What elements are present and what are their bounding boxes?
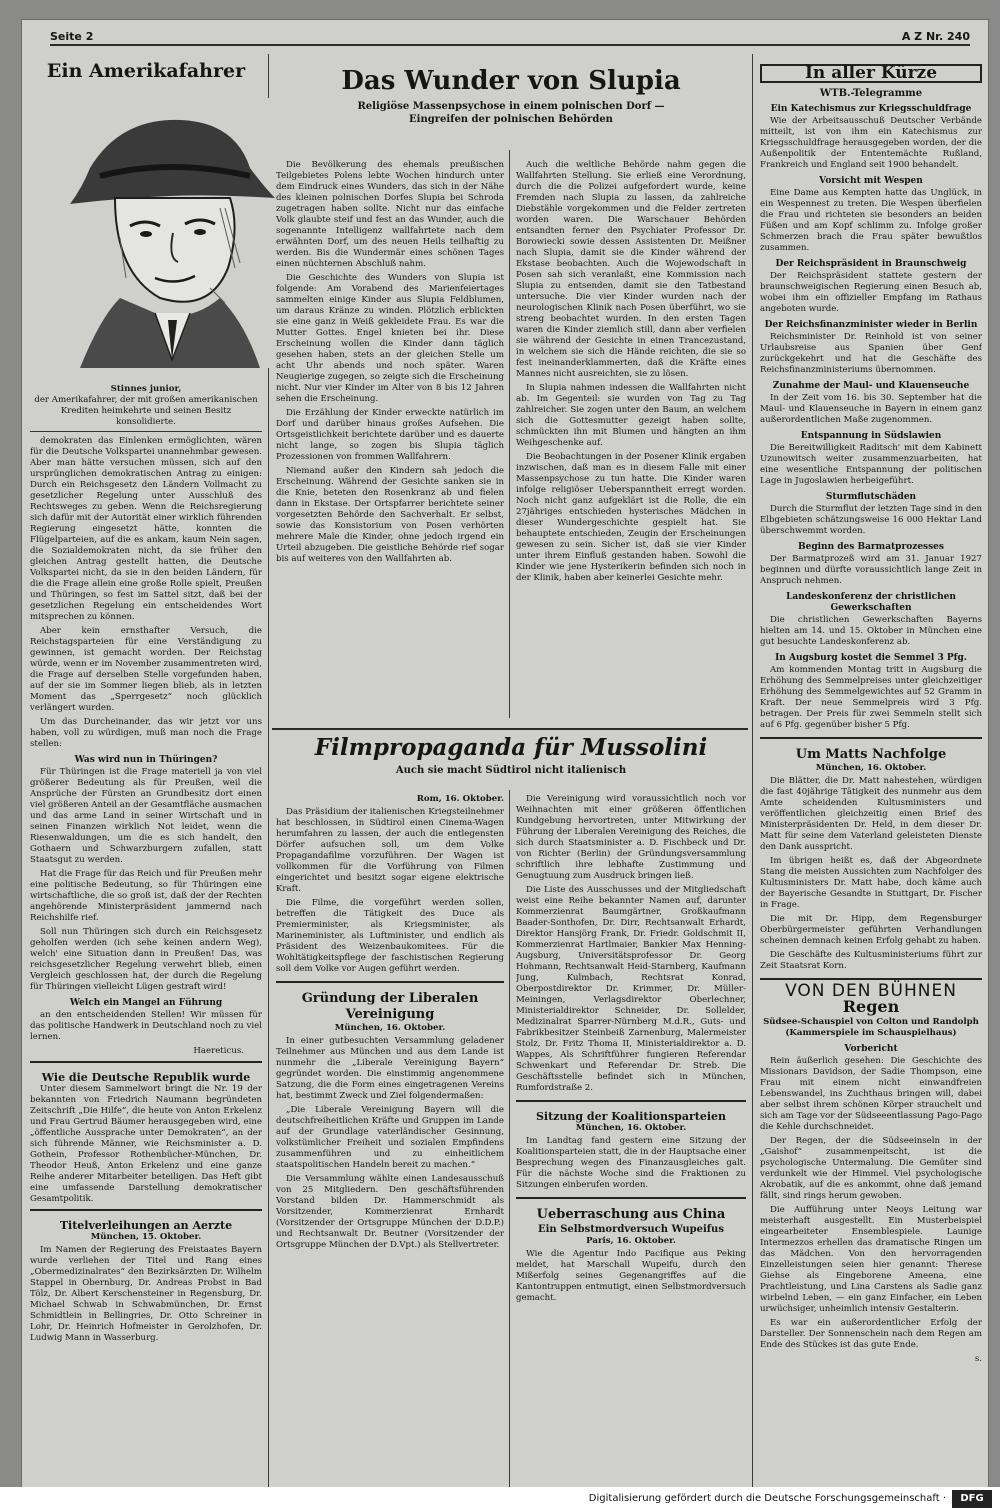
film-column-a [276, 794, 504, 1494]
paragraph: Die Aufführung unter Neoys Leitung war meisterhaft ausgestellt. Ein Musterbeispiel eingearbeiteter Ensemblespiele. Launige Intermezzos erhellen das dramatische Ringen um das Mädchen. Von den hervorragenden Einzelleistungen seien hier genannt: Therese Giehse als Eingeborene Ameena, eine Prachtleistung, und Lina Carstens als Sadie ganz wirbelnd Leben, — ein ganz Einfacher, ein Leben urwüchsiger, unheimlich intensiv Gestalterin. [760, 1205, 982, 1314]
news-item-heading: In Augsburg kostet die Semmel 3 Pfg. [775, 653, 967, 663]
news-item-heading: Zunahme der Maul- und Klauenseuche [772, 381, 970, 391]
paragraph: Die Beobachtungen in der Posener Klinik ergaben inzwischen, daß man es in diesem Falle mit einer Massenpsychose zu tun hatte. Die Kinder waren infolge religiöser Ueberspanntheit erregt worden. Noch nicht ganz aufgeklärt ist die Rolle, die ein 27jähriges entschieden hysterisches Mädchen in dieser Wundergeschichte gespielt hat. Sie behauptete entschieden, Zeugin der Erscheinungen gewesen zu sein. Sicher ist, daß sie vier Kinder unter ihrem Einfluß gestanden haben. Sowohl die Kinder wie jene Hysterikerin befinden sich noch in der Klinik, haben aber keinerlei Gesichte mehr. [516, 452, 746, 583]
news-box-title: In aller Kürze [760, 64, 982, 83]
paragraph: „Die Liberale Vereinigung Bayern will die deutschfreiheitlichen Kräfte und Gruppen im Lande auf der Grundlage vaterländischer Gesinnung, volkstümlicher Freiheit und sozialen Empfindens zusammenführen und zu einheitlichem staatspolitischen Handeln bereit zu machen.“ [276, 1105, 504, 1170]
dateline: Paris, 16. Oktober. [586, 1236, 676, 1246]
paragraph: Es war ein außerordentlicher Erfolg der Darsteller. Der Sonnenschein nach dem Regen am Ende des Stückes ist das gute Ende. [760, 1318, 982, 1350]
news-item-text: Wie der Arbeitsausschuß Deutscher Verbände mitteilt, ist von ihm ein Katechismus zur Kriegsschuldfrage herausgegeben worden, der die Außenpolitik der Ententemächte Rußland, Frankreich und England seit 1900 behandelt. [760, 116, 982, 170]
issue-number: A Z Nr. 240 [901, 30, 970, 43]
article-title: Titelverleihungen an Aerzte [59, 1219, 233, 1232]
column-rule [509, 790, 510, 1490]
paragraph: Im übrigen heißt es, daß der Abgeordnete Stang die meisten Aussichten zum Nachfolger des Kultusministers Dr. Matt habe, doch käme auch der Bayerische Gesandte in Stuttgart, Dr. Fischer in Frage. [760, 856, 982, 910]
news-item-heading: Landeskonferenz der christlichen Gewerkschaften [786, 592, 956, 613]
newspaper-page [22, 20, 988, 1488]
portrait-illustration [60, 98, 280, 368]
play-subtitle: Südsee-Schauspiel von Colton und Randolph (Kammerspiele im Schauspielhaus) [763, 1017, 979, 1038]
paragraph: Niemand außer den Kindern sah jedoch die Erscheinung. Während der Gesichte sanken sie in die Knie, beteten den Rosenkranz ab und fielen dann in Ekstase. Der Ortspfarrer berichtete seiner vorgesetzten Behörde den Sachverhalt. Er selbst, sowie das Konsistorium von Posen verhörten mehrere Male die Kinder, ohne jedoch irgend ein Urteil abzugeben. Die geistliche Behörde rief sogar bis auf weiteres von den Wallfahrten ab. [276, 466, 504, 564]
article-subtitle: Religiöse Massenpsychose in einem polnischen Dorf — Eingreifen der polnischen Behörden [357, 101, 665, 125]
dateline: München, 16. Oktober. [334, 1023, 446, 1033]
page-number: Seite 2 [50, 30, 94, 43]
paragraph: Auch die weltliche Behörde nahm gegen die Wallfahrten Stellung. Sie erließ eine Verordnung, durch die die Polizei aufgefordert wurde, keine Fremden nach Slupia zu lassen, da zahlreiche Diebstähle vorgekommen und die Felder zertreten worden waren. Die Warschauer Behörden entsandten ferner den Psychiater Professor Dr. Borowiecki sowie dessen Assistenten Dr. Meißner nach Slupia, damit sie die Kinder während der Ekstase beobachten. Auch die Wojewodschaft in Posen sah sich veranlaßt, eine Kommission nach Slupia zu entsenden, damit sie den Tatbestand untersuche. Die vier Kinder wurden nach der neurologischen Klinik nach Posen überführt, wo sie streng beobachtet wurden. In den ersten Tagen waren die Kinder ziemlich still, dann aber verfielen sie während der Gesichte in einen Trancezustand, in welchem sie sich die Hände reichten, die sie so fest ineinanderklammerten, daß die Kräfte eines Mannes nicht ausreichten, sie zu lösen. [516, 160, 746, 379]
paragraph: Im Landtag fand gestern eine Sitzung der Koalitionsparteien statt, die in der Hauptsache einer Besprechung wegen des Finanzausgleiches galt. Für die nächste Woche sind die Fraktionen zu Sitzungen einberufen worden. [516, 1136, 746, 1190]
paragraph: demokraten das Einlenken ermöglichten, wären für die Deutsche Volkspartei unannehmbar gewesen. Aber man hätte versuchen müssen, sich auf den ursprünglichen demokratischen Antrag zu einigen: Durch ein Reichsgesetz den Ländern Vollmacht zu gesetzlicher Regelung unter Ausschluß des Rechtsweges zu geben. Wenn die Reichsregierung sich dafür mit der Autorität einer wirklich führenden Regierung eingesetzt hätte, konnten die Flügelparteien, auf die es ankam, kaum Nein sagen, die Sozialdemokraten nicht, da sie früher den gleichen Antrag gestellt hatten, die Deutsche Volkspartei nicht, da sie in den beiden Ländern, für die die Frage allein eine große Rolle spielt, Preußen und Thüringen, so fest im Sattel sitzt, daß bei der gesetzlichen Regelung ein entscheidendes Wort mitsprechen zu können. [30, 436, 262, 622]
signature: Haereticus. [193, 1046, 244, 1056]
news-item-heading: Entspannung in Südslawien [800, 431, 942, 441]
funding-notice: Digitalisierung gefördert durch die Deutsche Forschungsgemeinschaft · [588, 1493, 946, 1504]
news-item-text: Eine Dame aus Kempten hatte das Unglück, in ein Wespennest zu treten. Die Wespen überfielen die Frau und richteten sie besonders an beiden Füßen und am Kopf schlimm zu. Infolge großer Schmerzen brach die Frau später bewußtlos zusammen. [760, 188, 982, 253]
section-divider [272, 728, 748, 730]
paragraph: Die Blätter, die Dr. Matt nahestehen, würdigen die fast 40jährige Tätigkeit des nunmehr aus dem Amte scheidenden Kultusministers und veröffentlichen gleichzeitig einen Brief des Ministerpräsidenten Dr. Held, in dem dieser Dr. Matt für seine dem Vaterland geleisteten Dienste den Dank ausspricht. [760, 776, 982, 852]
news-item-heading: Der Reichsfinanzminister wieder in Berlin [764, 320, 978, 330]
slupia-column-a [276, 160, 504, 720]
article-title: Gründung der Liberalen Vereinigung [301, 991, 479, 1022]
article-title: Um Matts Nachfolge [795, 747, 947, 762]
news-item-heading: Vorsicht mit Wespen [819, 176, 923, 186]
portrait-caption-name: Stinnes junior, [110, 384, 182, 394]
paragraph: an den entscheidenden Stellen! Wir müssen für das politische Handwerk in Deutschland noch zu viel lernen. [30, 1010, 262, 1042]
subheading: Was wird nun in Thüringen? [74, 755, 218, 765]
paragraph: Im Namen der Regierung des Freistaates Bayern wurde verliehen der Titel und Rang eines „Obermedizinalrates“ den Bezirksärzten Dr. Wilhelm Stappel in Obernburg, Dr. Andreas Probst in Bad Tölz, Dr. Albert Kerschensteiner in Regensburg, Dr. Michael Schwab in Schwabmünchen, Dr. Ernst Schmidtlein in Bellingries, Dr. Otto Schreiner in Lohr, Dr. Heinrich Hofmeister in Gerolzhofen, Dr. Ludwig Mann in Wasserburg. [30, 1245, 262, 1343]
play-title: Regen [842, 997, 900, 1016]
news-item-text: Die Bereitwilligkeit Raditsch' mit dem Kabinett Uzunowitsch weiter zusammenzuarbeiten, hat eine wesentliche Entspannung der politischen Lage in Jugoslawien herbeigeführt. [760, 443, 982, 486]
paragraph: Um das Durcheinander, das wir jetzt vor uns haben, voll zu würdigen, muß man noch die Frage stellen: [30, 717, 262, 749]
news-item-text: Die christlichen Gewerkschaften Bayerns hielten am 14. und 15. Oktober in München eine gut besuchte Landeskonferenz ab. [760, 615, 982, 647]
paragraph: In Slupia nahmen indessen die Wallfahrten nicht ab. Im Gegenteil: sie wurden von Tag zu Tag zahlreicher. Sie zogen unter den Baum, an welchem sich die Gottesmutter gezeigt haben sollte, schmückten ihn mit Blumen und hängten an ihm Weihgeschenke auf. [516, 383, 746, 448]
paragraph: Soll nun Thüringen sich durch ein Reichsgesetz geholfen werden (ich sehe keinen andern Weg), welch' eine Situation dann in Preußen! Das, was reichsgesetzlicher Regelung verwehrt blieb, einen Vergleich geschlossen hat, der durch die Regelung für Thüringen vielleicht Lügen gestraft wird! [30, 927, 262, 992]
news-item-heading: Ein Katechismus zur Kriegsschuldfrage [770, 104, 972, 114]
paragraph: Die Vereinigung wird voraussichtlich noch vor Weihnachten mit einer größeren öffentlichen Kundgebung hervortreten, unter Mitwirkung der Führung der Liberalen Vereinigung des Reiches, die sich durch Staatsminister a. D. Fischbeck und Dr. von Richter (Berlin) der Gründungsversammlung schriftlich ihre lebhafte Zustimmung und Genugtuung zum Ausdruck bringen ließ. [516, 794, 746, 881]
news-item-heading: Beginn des Barmatprozesses [798, 542, 944, 552]
paragraph: Die mit Dr. Hipp, dem Regensburger Oberbürgermeister geführten Verhandlungen scheinen demnach keinen Erfolg gehabt zu haben. [760, 914, 982, 946]
news-item-text: Der Reichspräsident stattete gestern der braunschweigischen Regierung einen Besuch ab, wobei ihm ein offizieller Empfang im Rathaus angeboten wurde. [760, 271, 982, 314]
news-item-text: In der Zeit vom 16. bis 30. September hat die Maul- und Klauenseuche in Bayern in einem ganz außerordentlichen Maße zugenommen. [760, 393, 982, 425]
paragraph: Rein äußerlich gesehen: Die Geschichte des Missionars Davidson, der Sadie Thompson, eine Frau mit einem nicht einwandfreien Lebenswandel, ins Zuchthaus bringen will, dabei aber selbst ihrem schönen Körper strauchelt und sich am Tage vor der Südseeentlassung Pago-Pago die Kehle durchschneidet. [760, 1056, 982, 1132]
slupia-column-b [516, 160, 746, 720]
paragraph: Unter diesem Sammelwort bringt die Nr. 19 der bekannten von Friedrich Naumann begründeten Zeitschrift „Die Hilfe“, die heute von Anton Erkelenz und Frau Gertrud Bäumer herausgegeben wird, eine „öffentliche Aussprache unter Demokraten“, an der sich führende Männer, wie Reichsminister a. D. Gothein, Professor Rothenbücher-München, Dr. Theodor Heuß, Anton Erkelenz und eine ganze Reihe anderer Mitarbeiter beteiligen. Das Heft gibt eine umfassende Darstellung demokratischer Gesamtpolitik. [30, 1084, 262, 1204]
paragraph: Die Erzählung der Kinder erweckte natürlich im Dorf und darüber hinaus großes Aufsehen. Die Ortsgeistlichkeit berichtete darüber und es dauerte nicht lange, so zogen bis Slupia täglich Prozessionen von frommen Wallfahrern. [276, 408, 504, 462]
paragraph: Die Filme, die vorgeführt werden sollen, betreffen die Tätigkeit des Duce als Premierminister, als Kriegsminister, als Marineminister, als Luftminister, und endlich als Präsident des Weizenbaukomitees. Für die Wohltätigkeitspflege der faschistischen Regierung soll dem Volke vor Augen geführt werden. [276, 898, 504, 974]
dateline: München, 16. Oktober. [575, 1123, 687, 1133]
paragraph: Die Geschäfte des Kultusministeriums führt zur Zeit Staatsrat Korn. [760, 950, 982, 971]
paragraph: Hat die Frage für das Reich und für Preußen mehr eine politische Bedeutung, so für Thüringen eine wirtschaftliche, die so groß ist, daß der der Rechten angehörende Ministerpräsident jammernd nach Reichshilfe rief. [30, 869, 262, 923]
dfg-logo: DFG [952, 1490, 992, 1508]
paragraph: In einer gutbesuchten Versammlung geladener Teilnehmer aus München und aus dem Lande ist nunmehr die „Liberale Vereinigung Bayern“ gegründet worden. Die einstimmig angenommene Satzung, die die Form eines eingetragenen Vereins hat, bestimmt Zweck und Ziel folgendermaßen: [276, 1036, 504, 1101]
film-column-b [516, 794, 746, 1494]
subheading: Vorbericht [844, 1044, 898, 1054]
slupia-header [276, 64, 746, 154]
article-title: Sitzung der Koalitionsparteien [535, 1110, 727, 1123]
paragraph: Die Bevölkerung des ehemals preußischen Teilgebietes Polens lebte Wochen hindurch unter dem Eindruck eines Wunders, das sich in der Nähe des kleinen polnischen Dorfes Slupia bei Schroda zugetragen haben sollte. Nicht nur das einfache Volk glaubte steif und fest an das Wunder, auch die sogenannte Intelligenz wallfahrtete nach dem erwähnten Dorf, um des neuen Heils teilhaftig zu werden. Bis die Wundermär eines schönen Tages einen nüchternen Abschluß nahm. [276, 160, 504, 269]
paragraph: Aber kein ernsthafter Versuch, die Reichstagsparteien für eine Verständigung zu gewinnen, ist gemacht worden. Der Reichstag würde, wenn er im November zusammentreten wird, die Frage auf derselben Stelle vorgefunden haben, auf der sie im Sommer liegen blieb, als in letzten Moment das „Sperrgesetz“ noch glücklich verlängert wurden. [30, 626, 262, 713]
subheading: Welch ein Mangel an Führung [69, 998, 223, 1008]
news-item-text: Der Barmatprozeß wird am 31. Januar 1927 beginnen und dürfte voraussichtlich lange Zeit in Anspruch nehmen. [760, 554, 982, 586]
article-title: Ueberraschung aus China [536, 1207, 726, 1222]
paragraph: Die Geschichte des Wunders von Slupia ist folgende: Am Vorabend des Marienfeiertages sammelten einige Kinder aus Slupia Feldblumen, um daraus Kränze zu winden. Plötzlich erblickten sie eine ganz in Weiß gekleidete Frau. Es war die Mutter Gottes. Engel knieten bei ihr. Diese Erscheinung wollen die Kinder dann täglich gesehen haben, stets an der gleichen Stelle um acht Uhr abends und noch später. Waren Neugierige zugegen, so zeigte sich die Erscheinung nicht. Nur vier Kinder im Alter von 8 bis 12 Jahren sehen die Erscheinung. [276, 273, 504, 404]
paragraph: Das Präsidium der italienischen Kriegsteilnehmer hat beschlossen, in Südtirol einen Cinema-Wagen herumfahren zu lassen, der auch die entlegensten Dörfer aufsuchen soll, um dem Volke Propagandafilme vorzuführen. Der Wagen ist vollkommen für die Vorführung von Filmen eingerichtet und besitzt sogar eigene elektrische Kraft. [276, 807, 504, 894]
news-item-text: Durch die Sturmflut der letzten Tage sind in den Elbgebieten schätzungsweise 16 000 Hektar Land überschwemmt worden. [760, 504, 982, 536]
news-items [760, 104, 982, 731]
portrait-title: Ein Amerikafahrer [46, 60, 246, 82]
page-header [50, 20, 970, 46]
section-title: VON DEN BÜHNEN [785, 981, 957, 1001]
dateline: Rom, 16. Oktober. [416, 794, 504, 804]
signature: s. [974, 1354, 982, 1364]
news-item-heading: Der Reichspräsident in Braunschweig [775, 259, 967, 269]
column-rule [509, 150, 510, 718]
paragraph: Für Thüringen ist die Frage materiell ja von viel größerer Bedeutung als für Preußen, weil die Ansprüche der Fürsten an Grundbesitz dort einen viel größeren Anteil an der Gesamtfläche ausmachen und das arme Land in seiner Wirtschaft und in seinen Finanzen wirklich Not leidet, wenn die Riesenwaldungen, um die es sich handelt, den Gothaern und Schwarzburgern zufallen, statt Staatsgut zu werden. [30, 767, 262, 865]
news-item-heading: Sturmflutschäden [825, 492, 917, 502]
article-subtitle: Ein Selbstmordversuch Wupeifus [538, 1224, 724, 1235]
film-header [276, 732, 746, 788]
paragraph: Wie die Agentur Indo Pacifique aus Peking meldet, hat Marschall Wupeifu, durch den Mißerfolg seines Gegenangriffes auf die Kantontruppen entmutigt, einen Selbstmordversuch gemacht. [516, 1249, 746, 1303]
paragraph: Die Liste des Ausschusses und der Mitgliedschaft weist eine Reihe bekannter Namen auf, darunter Kommerzienrat Baumgärtner, Großkaufmann Baader-Sonthofen, Dr. Dirr, Rechtsanwalt Erhardt, Direktor Hansjörg Frank, Dr. Friedr. Goldschmit II, Kommerzienrat Hartlmaier, Bankier Max Henning-Augsburg, Universitätsprofessor Dr. Georg Hohmann, Rechtsanwalt Heid-Starnberg, Kaufmann Jung, Kulmbach, Rechtsrat Konrad, Oberpostdirektor Dr. Krimmer, Dr. Müller-Meiningen, Verlagsdirektor Oberlechner, Ministerialdirektor Schneider, Dr. Sollelder, Medizinalrat Sparrer-Nürnberg M.d.R., Guts- und Fabrikbesitzer Steinbeiß Zarnenburg, Malermeister Stolz, Dr. Fritz Thoma II, Ministerialdirektor a. D. Wappes, Als Schriftführer fungieren Referendar Schwenkart und Referendar Dr. Streb. Die Geschäftsstelle befindet sich in München, Rumfordstraße 2. [516, 885, 746, 1093]
column-right [760, 64, 982, 1490]
paragraph: Der Regen, der die Südseeinseln in der „Gaishof“ zusammenpeitscht, ist die psychologische Untermalung. Die Gemüter sind verdunkelt wie der Himmel. Viel psychologische Akrobatik, auf die es ankommt, ohne daß jemand fällt, sind rings herum gewoben. [760, 1136, 982, 1201]
news-item-text: Reichsminister Dr. Reinhold ist von seiner Urlaubsreise aus Spanien über Genf zurückgekehrt und hat die Geschäfte des Reichsfinanzministeriums übernommen. [760, 332, 982, 375]
column-rule [752, 54, 753, 1494]
article-title: Filmpropaganda für Mussolini [314, 734, 708, 761]
dateline: München, 16. Oktober. [815, 763, 927, 773]
article-subtitle: Auch sie macht Südtirol nicht italienisch [395, 765, 627, 776]
portrait-caption-text: der Amerikafahrer, der mit großen amerikanischen Krediten heimkehrte und seinen Besitz konsolidierte. [34, 395, 258, 427]
news-item-text: Am kommenden Montag tritt in Augsburg die Erhöhung des Semmelpreises unter gleichzeitiger Erhöhung des Semmelgewichtes auf 52 Gramm in Kraft. Der neue Semmelpreis wird 3 Pfg. betragen. Der Preis für zwei Semmeln stellt sich auf 6 Pfg. gegenüber bisher 5 Pfg. [760, 665, 982, 730]
news-box-subtitle: WTB.-Telegramme [819, 88, 923, 99]
article-title: Wie die Deutsche Republik wurde [41, 1071, 251, 1084]
footer-bar [0, 1487, 1000, 1511]
paragraph: Die Versammlung wählte einen Landesausschuß von 25 Mitgliedern. Den geschäftsführenden Vorstand bilden Dr. Hammerschmidt als Vorsitzender, Kommerzienrat Ernhardt (Vorsitzender der Ortsgruppe München der D.D.P.) und Rechtsanwalt Dr. Beutner (Vorsitzender der Ortsgruppe München der D.Vpt.) als Stellvertreter. [276, 1174, 504, 1250]
dateline: München, 15. Oktober. [90, 1232, 202, 1242]
article-title: Das Wunder von Slupia [341, 66, 681, 96]
